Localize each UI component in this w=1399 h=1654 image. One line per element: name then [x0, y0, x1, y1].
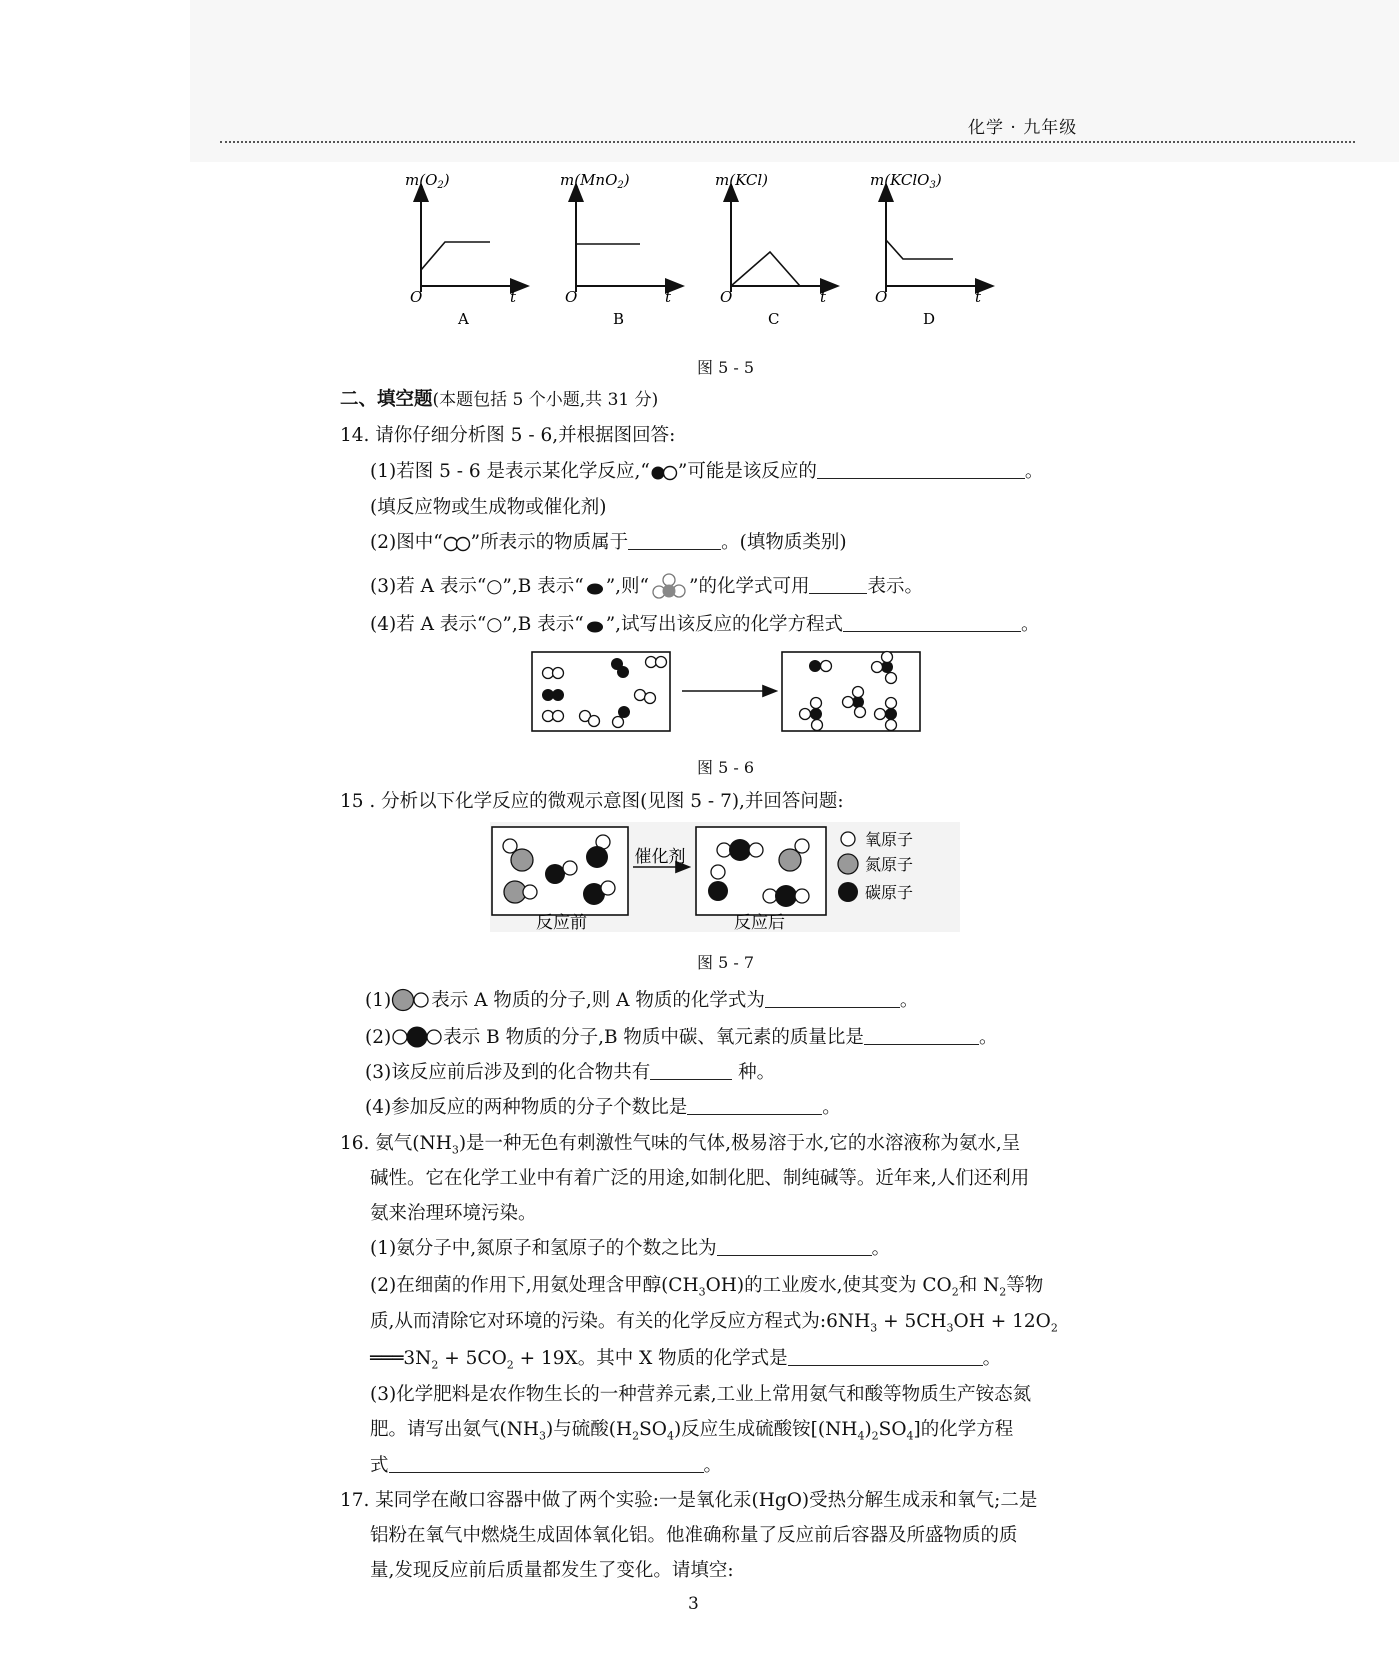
- fig-5-7-caption: 图 5 - 7: [697, 953, 755, 972]
- q16-part3-line3: 式 。: [370, 1455, 723, 1476]
- q15-part4: (4)参加反应的两种物质的分子个数比是 。: [365, 1097, 841, 1118]
- three-atom-molecule-icon: [649, 572, 689, 602]
- q16-part2-line2: 质,从而清除它对环境的污染。有关的化学反应方程式为$:6NH_3 + 5CH_3OH + 12O_2$: [370, 1311, 1058, 1335]
- legend-carbon-icon: [838, 882, 858, 902]
- black-atom-icon: [584, 618, 606, 634]
- q17-line2: 铝粉在氧气中燃烧生成固体氧化铝。他准确称量了反应前后容器及所盛物质的质: [370, 1525, 1018, 1546]
- catalyst-label: 催化剂: [634, 847, 686, 867]
- q16-part2-line3: $═══3N_2 + 5CO_2 + 19X$。其中 X 物质的化学式是 。: [370, 1348, 1002, 1372]
- q15-blank1[interactable]: [765, 989, 900, 1008]
- figure-5-5: [405, 171, 1080, 352]
- graph-a-ylabel: $m(O_2)$: [405, 171, 450, 191]
- q16-part2-line1: (2)在细菌的作用下,用氨处理含甲醇$(CH_3OH)$的工业废水,使其变为 $CO_2$和 $N_2$等物: [370, 1275, 1044, 1299]
- graph-d-origin: O: [875, 288, 888, 306]
- q17-line3: 量,发现反应前后质量都发生了变化。请填空:: [370, 1560, 734, 1581]
- header-dotted-rule: [220, 141, 1355, 143]
- graph-b-t: t: [665, 288, 672, 306]
- graph-c: [715, 171, 830, 328]
- legend-carbon-label: 碳原子: [865, 883, 914, 902]
- legend-nitrogen-label: 氮原子: [865, 855, 914, 874]
- graph-b-letter: B: [613, 310, 625, 328]
- molecule-white-black-white-icon: [391, 1025, 443, 1049]
- q15-blank2[interactable]: [864, 1026, 979, 1045]
- graph-c-ylabel: m(KCl): [715, 171, 769, 189]
- q17-line1: 17. 某同学在敞口容器中做了两个实验:一是氧化汞(HgO)受热分解生成汞和氧气;二是: [340, 1490, 1038, 1511]
- figure-5-6: [530, 650, 930, 735]
- graph-c-origin: O: [720, 288, 733, 306]
- graph-a-t: t: [510, 288, 517, 306]
- q16-blank2[interactable]: [788, 1347, 983, 1366]
- graph-a-letter: A: [458, 310, 469, 328]
- graph-c-letter: C: [768, 310, 780, 328]
- q14-part1-hint: (填反应物或生成物或催化剂): [370, 497, 607, 518]
- q16-part3-line1: (3)化学肥料是农作物生长的一种营养元素,工业上常用氨气和酸等物质生产铵态氮: [370, 1384, 1032, 1405]
- q16-line2: 碱性。它在化学工业中有着广泛的用途,如制化肥、制纯碱等。近年来,人们还利用: [370, 1168, 1030, 1189]
- q16-line3: 氨来治理环境污染。: [370, 1203, 537, 1224]
- q14-stem: 14. 请你仔细分析图 5 - 6,并根据图回答:: [340, 425, 676, 446]
- legend-oxygen-icon: [841, 832, 855, 846]
- q14-blank1[interactable]: [817, 460, 1025, 479]
- q15-blank3[interactable]: [650, 1061, 732, 1080]
- q15-part1: (1) 表示 A 物质的分子,则 A 物质的化学式为 。: [365, 990, 919, 1011]
- q16-blank1[interactable]: [717, 1237, 872, 1256]
- molecule-white-white-icon: [443, 536, 471, 552]
- graph-d-ylabel: m(KClO$_3$): [870, 171, 942, 191]
- q14-part1: (1)若图 5 - 6 是表示某化学反应,“ ”可能是该反应的 。: [370, 461, 1044, 482]
- q16-part1: (1)氨分子中,氮原子和氢原子的个数之比为 。: [370, 1238, 891, 1259]
- q16-part3-line2: 肥。请写出氨气$(NH_3)$与硫酸$(H_2SO_4)$反应生成硫酸铵$[(NH_4)_2SO_4]$的化学方程: [370, 1419, 1014, 1443]
- before-label: 反应前: [536, 913, 587, 933]
- graph-b-origin: O: [565, 288, 578, 306]
- molecule-black-white-icon: [650, 465, 678, 481]
- graph-d-letter: D: [923, 310, 936, 328]
- q14-blank3[interactable]: [809, 575, 867, 594]
- page-number: 3: [688, 1594, 699, 1614]
- header-subject: 化学 · 九年级: [968, 118, 1078, 138]
- graph-d-t: t: [975, 288, 982, 306]
- graph-a: [405, 171, 520, 328]
- graph-b-ylabel: m(MnO$_2$): [560, 171, 630, 191]
- q14-blank4[interactable]: [843, 613, 1021, 632]
- figure-5-7: [490, 822, 960, 932]
- q16-blank3[interactable]: [389, 1454, 704, 1473]
- q15-blank4[interactable]: [687, 1096, 822, 1115]
- fig-5-6-caption: 图 5 - 6: [697, 758, 755, 777]
- graph-b: [560, 171, 675, 328]
- legend-nitrogen-icon: [838, 854, 858, 874]
- q16-line1: 16. 氨气$(NH_3)$是一种无色有刺激性气味的气体,极易溶于水,它的水溶液称为氨水,呈: [340, 1133, 1021, 1157]
- q14-part3: (3)若 A 表示“○”,B 表示“ ”,则“ ”的化学式可用 表示。: [370, 572, 923, 602]
- fig-5-5-caption: 图 5 - 5: [697, 358, 755, 377]
- graph-c-t: t: [820, 288, 827, 306]
- header-band: [190, 0, 1399, 162]
- q15-part3: (3)该反应前后涉及到的化合物共有 种。: [365, 1062, 776, 1083]
- legend-oxygen-label: 氧原子: [865, 830, 914, 849]
- graph-a-origin: O: [410, 288, 423, 306]
- graph-d: [870, 171, 985, 328]
- black-atom-icon: [584, 580, 606, 596]
- after-label: 反应后: [734, 913, 785, 933]
- molecule-gray-white-icon: [391, 988, 431, 1012]
- q14-part2: (2)图中“ ”所表示的物质属于 。(填物质类别): [370, 532, 847, 553]
- q15-stem: 15 . 分析以下化学反应的微观示意图(见图 5 - 7),并回答问题:: [340, 791, 844, 812]
- section-2-heading: 二、填空题(本题包括 5 个小题,共 31 分): [340, 389, 659, 410]
- q14-part4: (4)若 A 表示“○”,B 表示“ ”,试写出该反应的化学方程式 。: [370, 614, 1040, 635]
- q14-blank2[interactable]: [628, 531, 721, 550]
- q15-part2: (2) 表示 B 物质的分子,B 物质中碳、氧元素的质量比是 。: [365, 1027, 998, 1048]
